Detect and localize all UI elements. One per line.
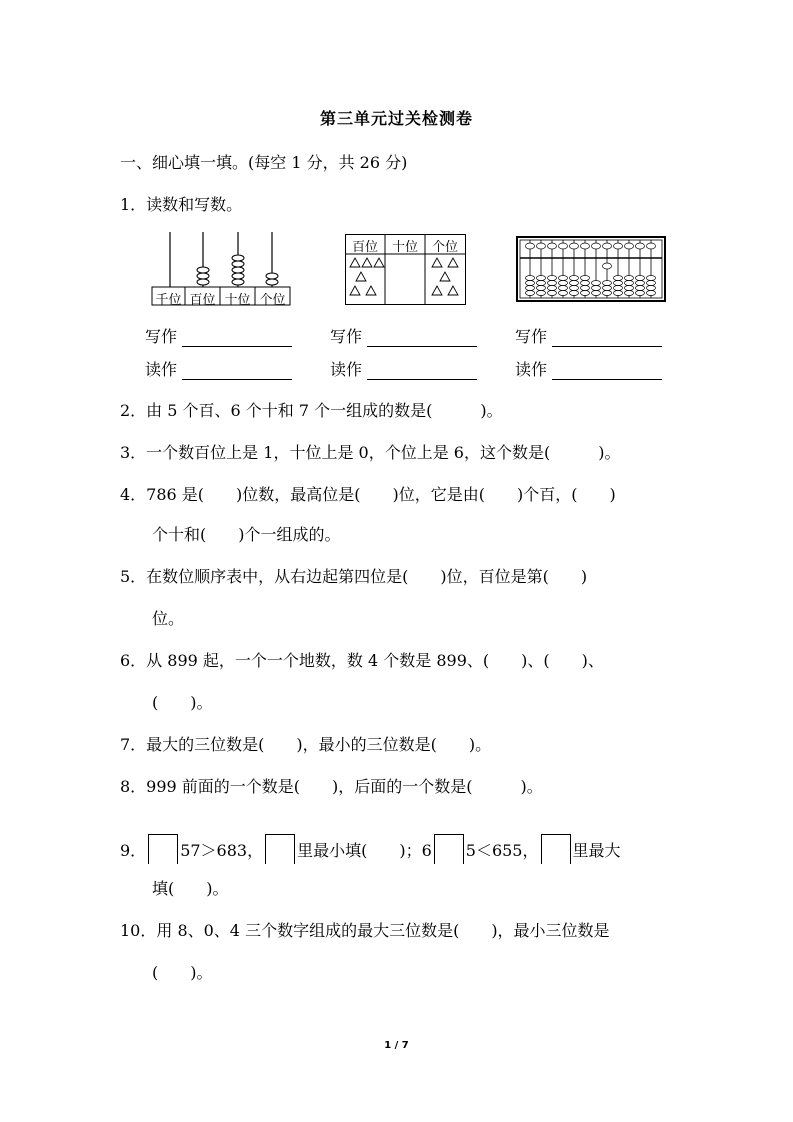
read-row-3 bbox=[515, 357, 662, 380]
write-label: 写作 bbox=[330, 327, 363, 346]
question-7: 7．最大的三位数是( )，最小的三位数是( )。 bbox=[120, 735, 492, 754]
answer-line[interactable] bbox=[367, 365, 477, 380]
section-heading: 一、细心填一填。(每空 1 分，共 26 分) bbox=[120, 153, 408, 172]
write-label: 写作 bbox=[145, 327, 178, 346]
read-label: 读作 bbox=[515, 360, 548, 379]
blank-box bbox=[265, 834, 295, 864]
question-2: 2．由 5 个百、6 个十和 7 个一组成的数是( )。 bbox=[120, 401, 503, 420]
answer-line[interactable] bbox=[552, 332, 662, 347]
blank-box bbox=[541, 834, 571, 864]
read-label: 读作 bbox=[330, 360, 363, 379]
abacus-label-tens: 十位 bbox=[224, 293, 251, 308]
question-5: 5．在数位顺序表中，从右边起第四位是( )位，百位是第( ) bbox=[120, 567, 588, 586]
question-4-continued: 个十和( )个一组成的。 bbox=[152, 525, 341, 544]
question-4: 4．786 是( )位数，最高位是( )位，它是由( )个百，( ) bbox=[120, 485, 616, 504]
abacus-label-thousands: 千位 bbox=[155, 293, 182, 308]
answer-line[interactable] bbox=[552, 365, 662, 380]
answer-line[interactable] bbox=[182, 365, 292, 380]
question-9-part3: 5＜655， bbox=[465, 841, 539, 860]
abacus-label-ones: 个位 bbox=[259, 293, 286, 308]
question-3: 3．一个数百位上是 1，十位上是 0，个位上是 6，这个数是( )。 bbox=[120, 443, 621, 462]
abacus-label-hundreds: 百位 bbox=[189, 293, 216, 308]
read-row-2 bbox=[330, 357, 477, 380]
blank-box[interactable] bbox=[434, 834, 464, 864]
question-6: 6．从 899 起，一个一个地数，数 4 个数是 899、( )、( )、 bbox=[120, 651, 604, 670]
question-9-part1: 57＞683， bbox=[180, 841, 264, 860]
answer-line[interactable] bbox=[182, 332, 292, 347]
write-row-1 bbox=[145, 324, 292, 347]
question-9-continued: 填( )。 bbox=[152, 879, 229, 898]
table-header-hundreds: 百位 bbox=[351, 240, 378, 255]
question-10-continued: ( )。 bbox=[152, 963, 213, 982]
answer-line[interactable] bbox=[367, 332, 477, 347]
question-8: 8．999 前面的一个数是( )，后面的一个数是( )。 bbox=[120, 777, 543, 796]
read-row-1 bbox=[145, 357, 292, 380]
write-label: 写作 bbox=[515, 327, 548, 346]
question-9-number: 9． bbox=[120, 841, 147, 860]
question-1: 1．读数和写数。 bbox=[120, 195, 243, 214]
question-9-part4: 里最大 bbox=[572, 841, 621, 860]
question-10: 10．用 8、0、4 三个数字组成的最大三位数是( )，最小三位数是 bbox=[120, 921, 610, 940]
page-title: 第三单元过关检测卷 bbox=[319, 109, 473, 128]
blank-box[interactable] bbox=[148, 834, 178, 864]
write-row-2 bbox=[330, 324, 477, 347]
write-row-3 bbox=[515, 324, 662, 347]
question-5-continued: 位。 bbox=[152, 609, 185, 628]
counting-board-figure bbox=[516, 236, 666, 302]
question-9-part2: 里最小填( )；6 bbox=[297, 841, 432, 860]
table-header-tens: 十位 bbox=[391, 240, 418, 255]
question-6-continued: ( )。 bbox=[152, 693, 213, 712]
question-9 bbox=[120, 834, 621, 864]
page-number: 1 / 7 bbox=[384, 1040, 409, 1051]
read-label: 读作 bbox=[145, 360, 178, 379]
table-header-ones: 个位 bbox=[431, 240, 458, 255]
